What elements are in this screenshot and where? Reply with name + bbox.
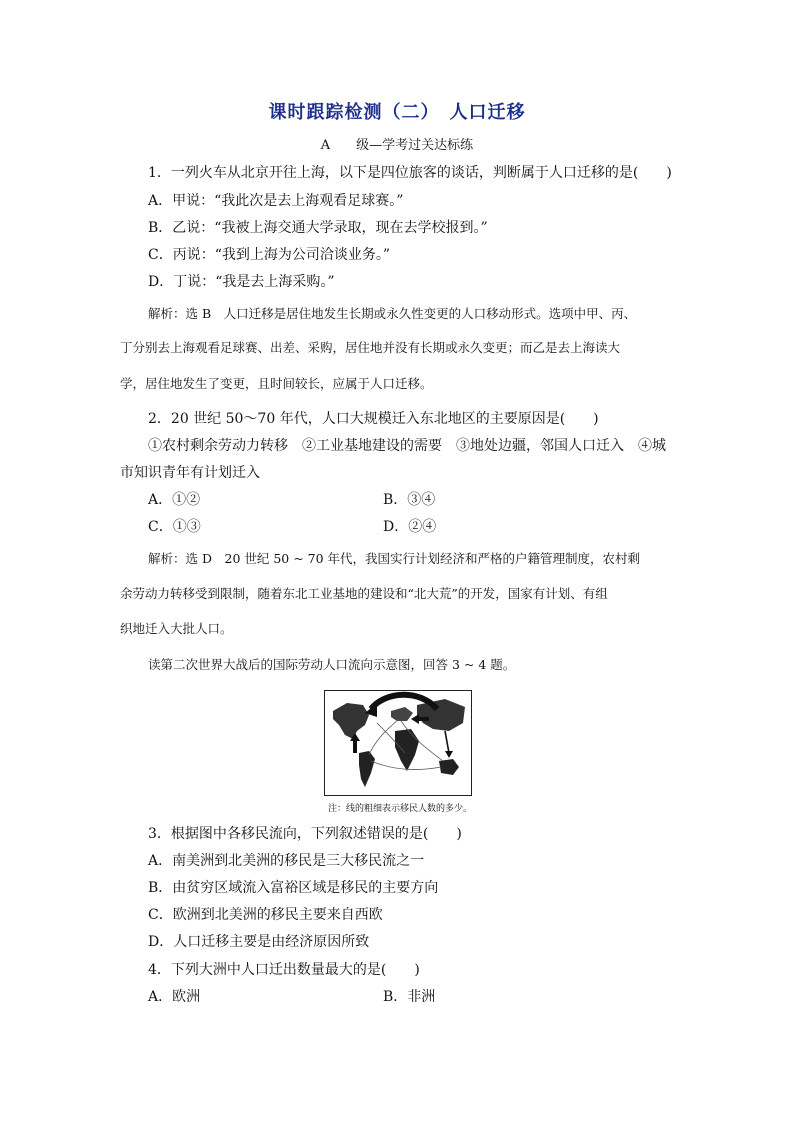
- question-2-analysis-line: 织地迁入大批人口。: [120, 621, 233, 636]
- question-1-option-c: C．丙说：“我到上海为公司洽谈业务。”: [148, 247, 391, 263]
- question-3-option-c: C．欧洲到北美洲的移民主要来自西欧: [148, 907, 383, 923]
- map-intro: 读第二次世界大战后的国际劳动人口流向示意图，回答 3 ~ 4 题。: [148, 657, 516, 672]
- migration-map: [324, 690, 472, 796]
- migration-flow-arrow: [445, 731, 449, 753]
- question-3-option-b: B．由贫穷区域流入富裕区域是移民的主要方向: [148, 880, 439, 896]
- page-title: 课时跟踪检测（二） 人口迁移: [268, 102, 526, 123]
- question-1-analysis-line: 学，居住地发生了变更，且时间较长，应属于人口迁移。: [120, 376, 433, 391]
- question-4-stem: 4．下列大洲中人口迁出数量最大的是( ): [148, 962, 420, 978]
- asia-shape: [417, 699, 465, 731]
- migration-flow-arrowhead: [411, 714, 419, 724]
- question-2-items: ①农村剩余劳动力转移 ②工业基地建设的需要 ③地处边疆，邻国人口迁入 ④城: [148, 438, 666, 454]
- africa-shape: [395, 729, 419, 771]
- question-2-analysis-line: 余劳动力转移受到限制，随着东北工业基地的建设和“北大荒”的开发，国家有计划、有组: [120, 586, 608, 601]
- question-3-stem: 3．根据图中各移民流向，下列叙述错误的是( ): [148, 826, 462, 842]
- question-1-option-a: A．甲说：“我此次是去上海观看足球赛。”: [148, 193, 404, 209]
- migration-flow-arrowhead: [445, 751, 453, 758]
- question-4-option-b: B．非洲: [383, 989, 436, 1005]
- question-1-analysis-line: 丁分别去上海观看足球赛、出差、采购，居住地并没有长期或永久变更；而乙是去上海读大: [120, 340, 621, 355]
- question-2-analysis-line: 解析：选 D 20 世纪 50 ~ 70 年代，我国实行计划经济和严格的户籍管理制度，农村剩: [148, 551, 641, 566]
- question-2-option-a: A．①②: [148, 492, 201, 508]
- question-3-option-a: A．南美洲到北美洲的移民是三大移民流之一: [148, 853, 425, 869]
- north-america-shape: [333, 703, 369, 739]
- question-2-stem: 2．20 世纪 50～70 年代，人口大规模迁入东北地区的主要原因是( ): [148, 411, 599, 427]
- question-2-items: 市知识青年有计划迁入: [120, 465, 260, 481]
- question-2-option-c: C．①③: [148, 519, 201, 535]
- south-america-shape: [359, 751, 375, 787]
- question-4-option-a: A．欧洲: [148, 989, 201, 1005]
- world-map-figure: [325, 691, 471, 795]
- question-3-option-d: D．人口迁移主要是由经济原因所致: [148, 934, 370, 950]
- question-1-stem: 1．一列火车从北京开往上海，以下是四位旅客的谈话，判断属于人口迁移的是( ): [148, 165, 672, 181]
- europe-shape: [391, 707, 413, 721]
- question-1-analysis-line: 解析：选 B 人口迁移是居住地发生长期或永久性变更的人口移动形式。选项中甲、丙、: [148, 306, 637, 321]
- question-2-option-d: D．②④: [383, 519, 437, 535]
- section-heading: A 级—学考过关达标练: [320, 138, 474, 153]
- question-2-option-b: B．③④: [383, 492, 436, 508]
- map-note: 注：线的粗细表示移民人数的多少。: [328, 804, 473, 814]
- question-1-option-b: B．乙说：“我被上海交通大学录取，现在去学校报到。”: [148, 220, 488, 236]
- question-1-option-d: D．丁说：“我是去上海采购。”: [148, 274, 335, 290]
- migration-flow-line: [369, 719, 399, 755]
- australia-shape: [439, 759, 459, 775]
